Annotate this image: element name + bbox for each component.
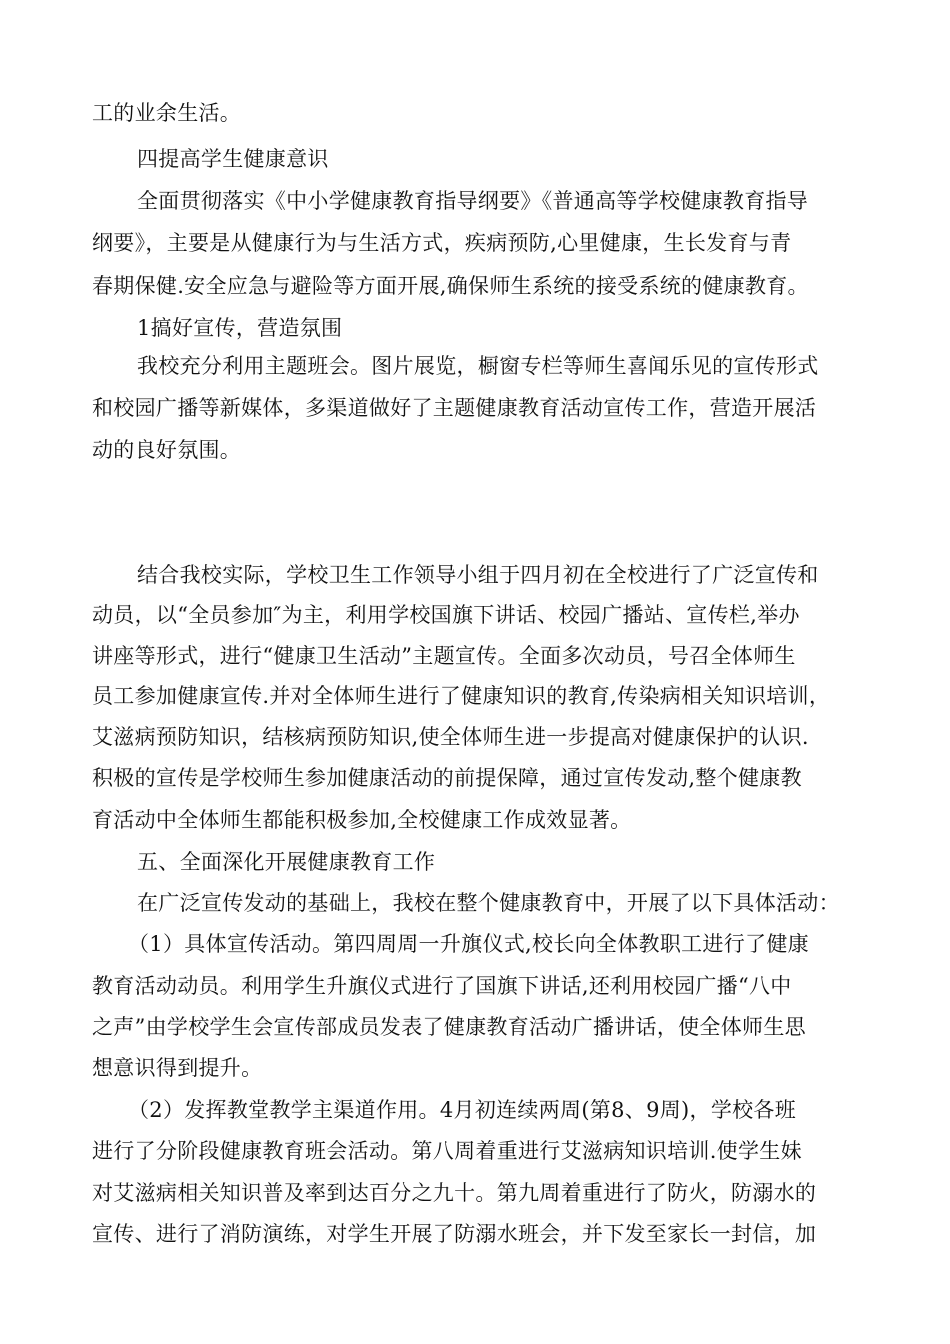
paragraph-line: 员工参加健康宣传.并对全体师生进行了健康知识的教育,传染病相关知识培训， <box>92 684 831 708</box>
paragraph-line: 宣传、进行了消防演练，对学生开展了防溺水班会，并下发至家长一封信，加 <box>92 1222 817 1246</box>
paragraph-line: （2）发挥教堂教学主渠道作用。4月初连续两周(第8、9周)，学校各班 <box>128 1098 797 1122</box>
paragraph-line: 动的良好氛围。 <box>92 438 242 462</box>
paragraph-line: 讲座等形式，进行“健康卫生活动”主题宣传。全面多次动员，号召全体师生 <box>92 644 796 668</box>
paragraph-line: 工的业余生活。 <box>92 101 242 125</box>
section-heading: 五、全面深化开展健康教育工作 <box>137 850 436 874</box>
paragraph-line: 艾滋病预防知识，结核病预防知识,使全体师生进一步提高对健康保护的认识. <box>92 725 809 749</box>
paragraph-line: 对艾滋病相关知识普及率到达百分之九十。第九周着重进行了防火，防溺水的 <box>92 1181 817 1205</box>
paragraph-line: 育活动中全体师生都能积极参加,全校健康工作成效显著。 <box>92 808 632 832</box>
paragraph-line: 和校园广播等新媒体，多渠道做好了主题健康教育活动宣传工作，营造开展活 <box>92 396 817 420</box>
section-heading: 四提高学生健康意识 <box>137 147 329 171</box>
paragraph-line: 想意识得到提升。 <box>92 1056 263 1080</box>
paragraph-line: 全面贯彻落实《中小学健康教育指导纲要》《普通高等学校健康教育指导 <box>137 189 809 213</box>
paragraph-line: 进行了分阶段健康教育班会活动。第八周着重进行艾滋病知识培训.使学生妹 <box>92 1139 802 1163</box>
paragraph-line: 我校充分利用主题班会。图片展览，橱窗专栏等师生喜闻乐见的宣传形式 <box>137 354 819 378</box>
paragraph-line: 动员，以“全员参加″为主，利用学校国旗下讲话、校园广播站、宣传栏,举办 <box>92 603 800 627</box>
paragraph-line: 纲要》，主要是从健康行为与生活方式，疾病预防,心里健康，生长发育与青 <box>92 231 792 255</box>
paragraph-line: （1）具体宣传活动。第四周周一升旗仪式,校长向全体教职工进行了健康 <box>128 932 809 956</box>
subsection-heading: 1搞好宣传，营造氛围 <box>137 316 343 340</box>
paragraph-line: 之声”由学校学生会宣传部成员发表了健康教育活动广播讲话，使全体师生思 <box>92 1015 806 1039</box>
paragraph-line: 积极的宣传是学校师生参加健康活动的前提保障，通过宣传发动,整个健康教 <box>92 766 802 790</box>
paragraph-line: 教育活动动员。利用学生升旗仪式进行了国旗下讲话,还利用校园广播“八中 <box>92 974 792 998</box>
paragraph-line: 春期保健.安全应急与避险等方面开展,确保师生系统的接受系统的健康教育。 <box>92 274 809 298</box>
paragraph-line: 在广泛宣传发动的基础上，我校在整个健康教育中，开展了以下具体活动： <box>137 891 840 915</box>
paragraph-line: 结合我校实际，学校卫生工作领导小组于四月初在全校进行了广泛宣传和 <box>137 563 819 587</box>
